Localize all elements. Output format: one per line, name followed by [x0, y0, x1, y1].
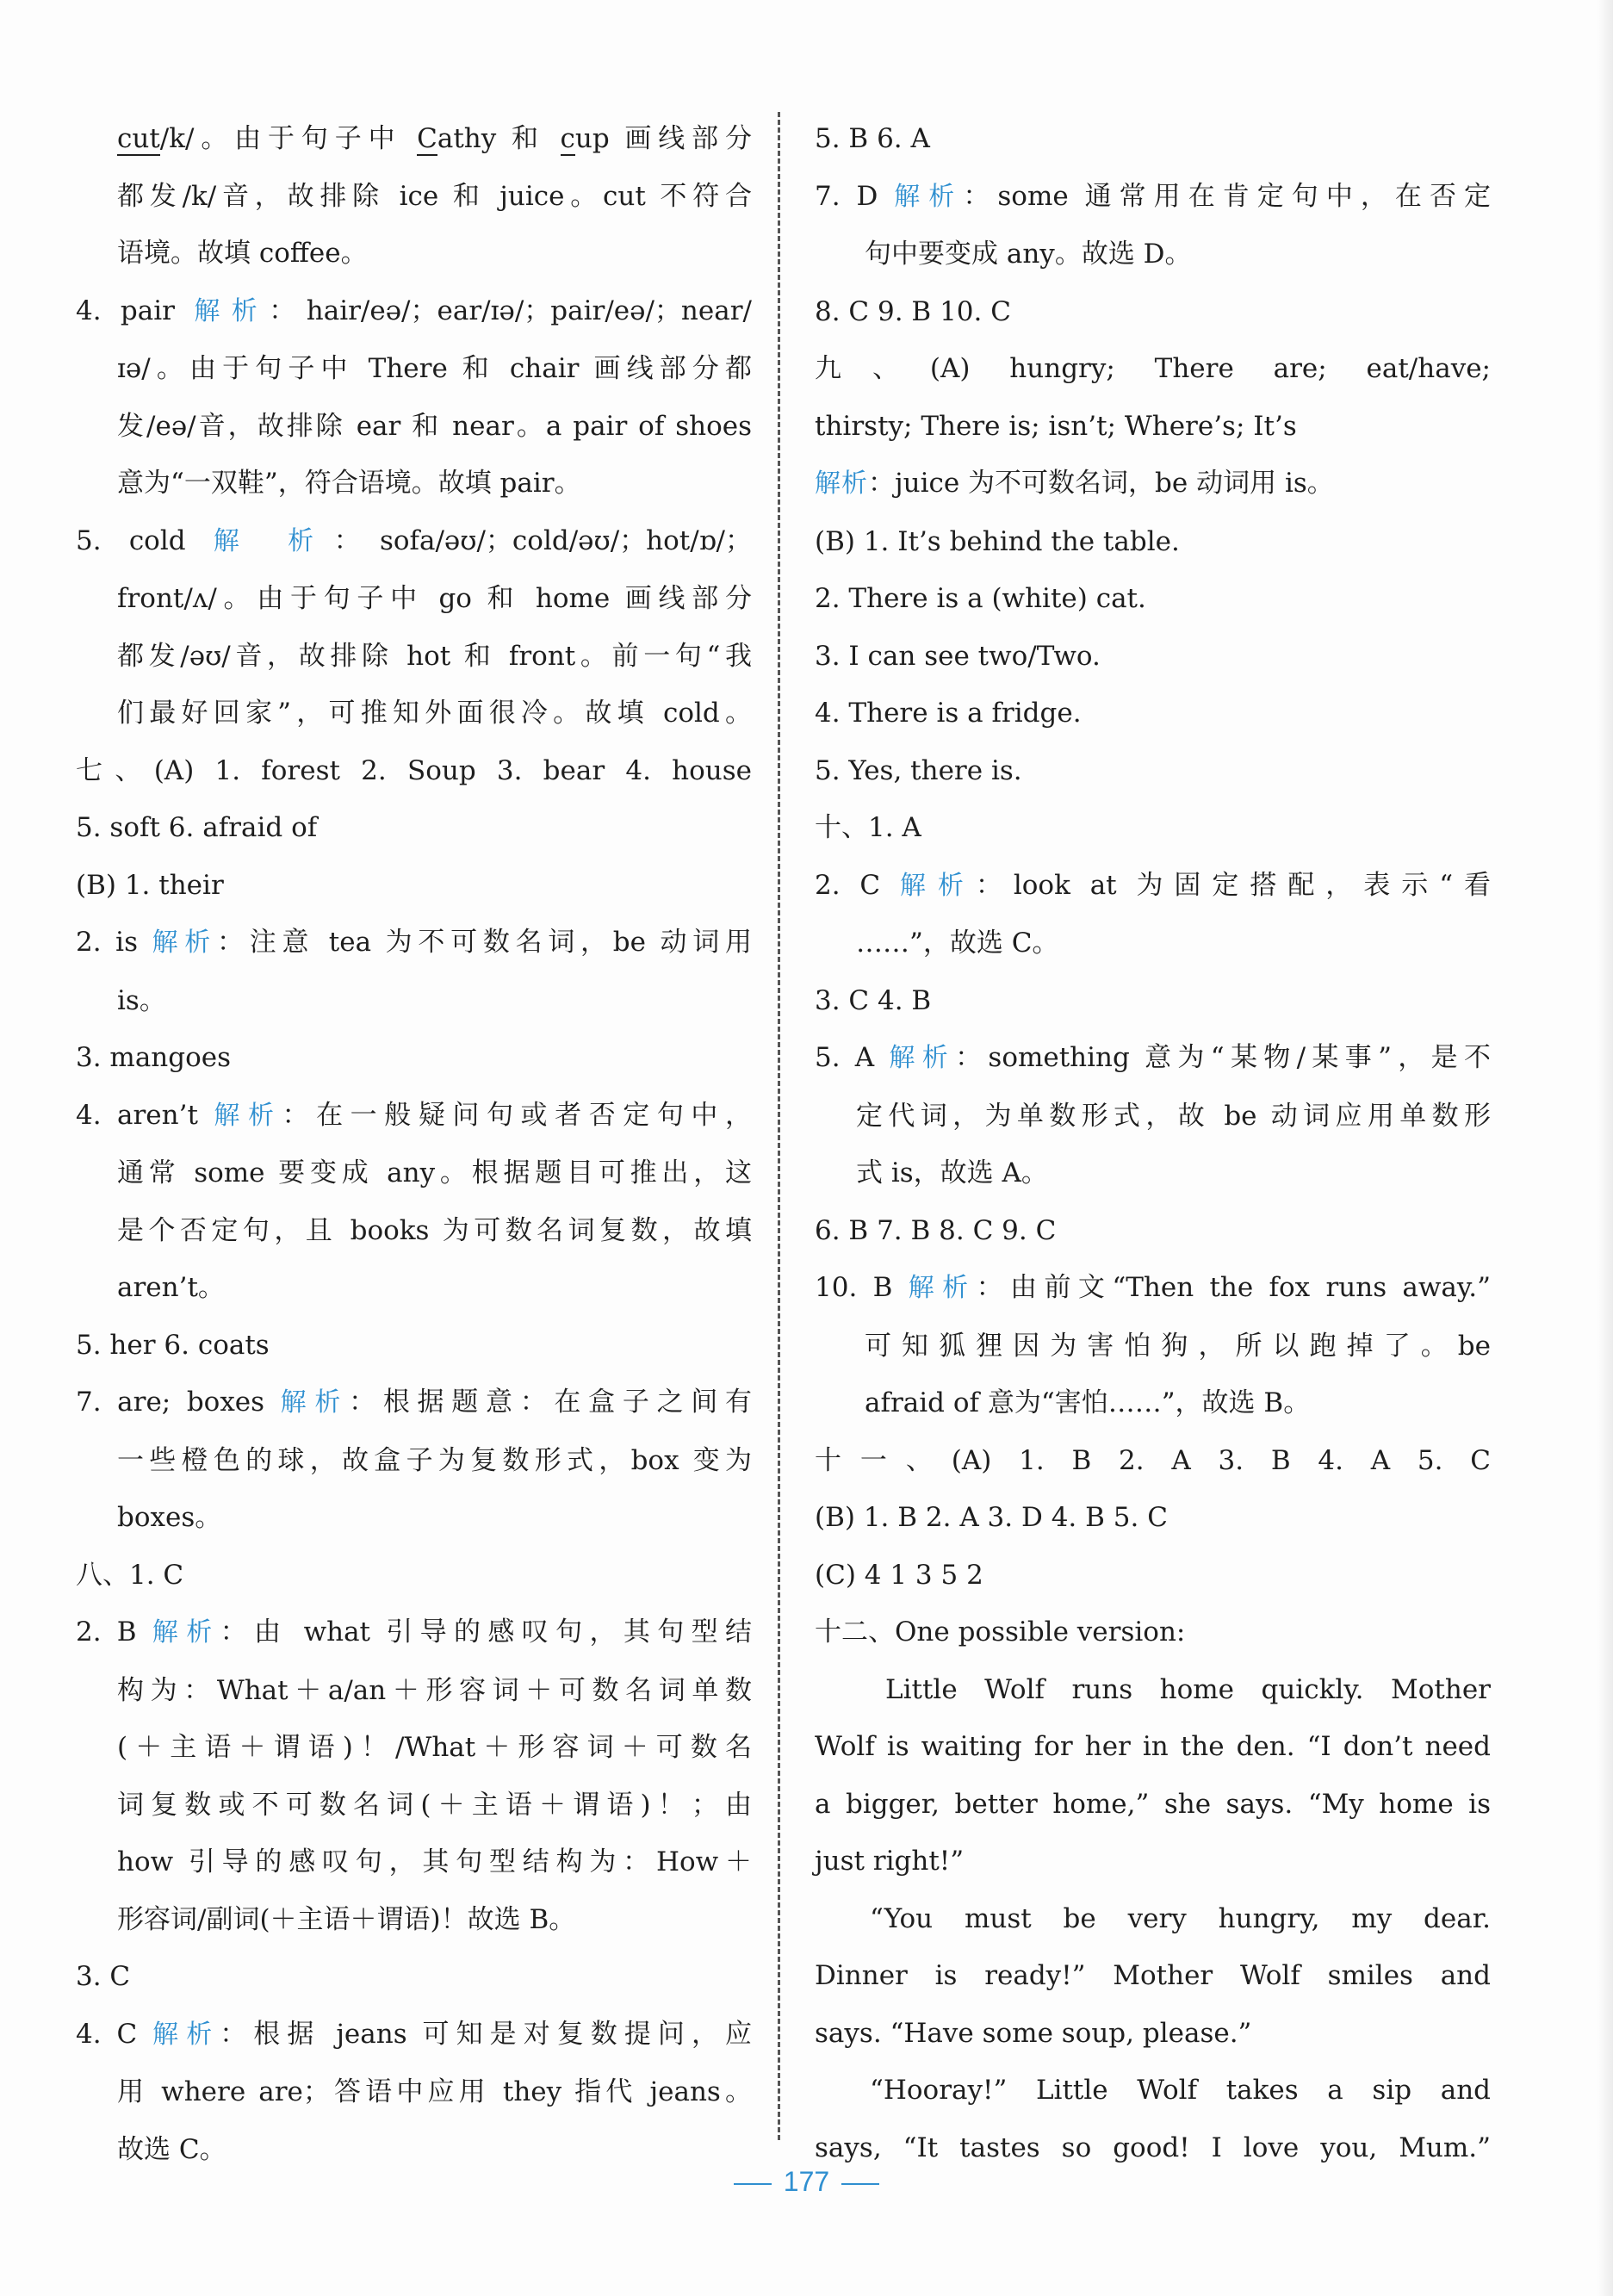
line-text: ：hair/eə/；ear/ɪə/；pair/eə/；near/: [269, 295, 752, 326]
answer-number: 2. C: [815, 869, 881, 901]
line-text: /k/。由于句子中: [159, 123, 418, 154]
answer-line: [76, 1259, 752, 1317]
line-text: thirsty; There is; isn’t; Where’s; It’s: [815, 410, 1297, 442]
answer-number: 2. is: [76, 927, 138, 958]
line-text: 3. I can see two/Two.: [815, 640, 1101, 672]
answer-number: 5. A: [815, 1042, 875, 1073]
line-text: 3. C 4. B: [815, 984, 932, 1016]
answer-line: [815, 972, 1491, 1030]
answer-line: [76, 2063, 752, 2121]
line-text: (C) 4 1 3 5 2: [815, 1559, 983, 1591]
line-text: ：some 通常用在肯定句中，在否定: [963, 180, 1492, 212]
answer-line: [815, 1890, 1491, 1948]
answer-line: [76, 1719, 752, 1777]
line-text: how 引导的感叹句，其句型结构为：How＋: [117, 1846, 752, 1877]
line-text: 十、1. A: [815, 812, 921, 843]
line-text: 句中要变成 any。故选 D。: [865, 239, 1192, 270]
line-text: a bigger, better home,” she says. “My home is: [815, 1788, 1491, 1820]
answer-line: [815, 685, 1491, 742]
answer-line: [815, 799, 1491, 857]
underlined-word: C: [417, 123, 437, 154]
line-text: 八、1. C: [76, 1559, 184, 1591]
line-text: (B) 1. B 2. A 3. D 4. B 5. C: [815, 1502, 1168, 1533]
line-text: 七、(A) 1. forest 2. Soup 3. bear 4. house: [76, 754, 752, 786]
analysis-label: 解 析: [213, 525, 334, 556]
line-text: up 画线部分: [574, 123, 752, 154]
analysis-label: 解析: [280, 1387, 350, 1418]
answer-line: [76, 1432, 752, 1490]
answer-line: [815, 742, 1491, 800]
page-number-footer: [0, 2166, 1613, 2198]
line-text: 5. her 6. coats: [76, 1329, 270, 1361]
answer-line: [76, 1489, 752, 1547]
answer-number: 7. D: [815, 180, 878, 212]
answer-line: [76, 1145, 752, 1202]
line-text: 发/eə/音，故排除 ear 和 near。a pair of shoes: [117, 410, 752, 442]
answer-line: [815, 857, 1491, 915]
answer-line: [815, 110, 1491, 168]
line-text: ɪə/。由于句子中 There 和 chair 画线部分都: [117, 353, 752, 384]
answer-line: [815, 1088, 1491, 1145]
analysis-label: 解析: [908, 1273, 977, 1303]
answer-line: [76, 1777, 752, 1834]
line-text: 4. There is a fridge.: [815, 698, 1082, 729]
answer-number: 7. are; boxes: [76, 1387, 265, 1418]
analysis-label: 解析: [194, 295, 270, 326]
answer-line: [76, 1202, 752, 1260]
answer-line: [76, 225, 752, 282]
line-text: “Hooray!” Little Wolf takes a sip and: [870, 2075, 1491, 2106]
answer-line: [76, 1317, 752, 1374]
answer-line: [815, 1718, 1491, 1776]
underlined-word: c: [560, 123, 575, 154]
answer-line: [815, 1145, 1491, 1202]
answer-line: [76, 110, 752, 168]
answer-number: 4. pair: [76, 295, 175, 326]
line-text: 6. B 7. B 8. C 9. C: [815, 1214, 1057, 1246]
answer-line: [815, 2005, 1491, 2063]
line-text: 定代词，为单数形式，故 be 动词应用单数形: [856, 1100, 1491, 1132]
line-text: 意为“一双鞋”，符合语境。故填 pair。: [117, 468, 581, 499]
answer-number: 10. B: [815, 1272, 893, 1303]
answer-column-right: [815, 110, 1491, 2176]
answer-line: [76, 1087, 752, 1145]
line-text: afraid of 意为“害怕……”，故选 B。: [865, 1387, 1311, 1418]
line-text: Wolf is waiting for her in the den. “I don’t need: [815, 1731, 1491, 1762]
analysis-label: 解析: [152, 928, 218, 958]
answer-line: [815, 1432, 1491, 1490]
answer-number: 4. C: [76, 2018, 138, 2050]
line-text: 构为：What＋a/an＋形容词＋可数名词单数: [117, 1674, 752, 1706]
line-text: 3. mangoes: [76, 1042, 232, 1073]
analysis-label: 解析: [815, 469, 868, 499]
line-text: 通常 some 要变成 any。根据题目可推出，这: [117, 1157, 752, 1188]
line-text: 可知狐狸因为害怕狗，所以跑掉了。be: [865, 1330, 1491, 1362]
line-text: says. “Have some soup, please.”: [815, 2017, 1252, 2049]
answer-line: [76, 914, 752, 972]
line-text: “You must be very hungry, my dear.: [870, 1902, 1491, 1934]
answer-line: [76, 1604, 752, 1662]
analysis-label: 解析: [899, 870, 976, 901]
answer-number: 5. cold: [76, 524, 186, 556]
answer-line: [76, 570, 752, 628]
footer-dash-left: [734, 2183, 772, 2185]
answer-line: [815, 1661, 1491, 1719]
line-text: ：juice 为不可数名词，be 动词用 is。: [868, 468, 1334, 499]
line-text: 是个否定句，且 books 为可数名词复数，故填: [117, 1214, 752, 1246]
answer-line: [815, 1833, 1491, 1890]
line-text: ：由 what 引导的感叹句，其句型结: [220, 1617, 753, 1648]
answer-line: [815, 1029, 1491, 1088]
answer-line: [815, 513, 1491, 571]
line-text: Little Wolf runs home quickly. Mother: [885, 1673, 1491, 1705]
line-text: 十一、(A) 1. B 2. A 3. B 4. A 5. C: [815, 1444, 1491, 1476]
line-text: ：look at 为固定搭配，表示“看: [975, 869, 1492, 901]
analysis-label: 解析: [214, 1100, 282, 1131]
answer-line: [815, 1318, 1491, 1375]
line-text: 3. C: [76, 1961, 131, 1992]
analysis-label: 解析: [152, 2019, 220, 2050]
answer-line: [76, 340, 752, 398]
answer-line: [76, 628, 752, 686]
line-text: (B) 1. It’s behind the table.: [815, 525, 1180, 557]
answer-line: [76, 168, 752, 226]
line-text: ：注意 tea 为不可数名词，be 动词用: [217, 927, 752, 958]
answer-line: [815, 628, 1491, 686]
line-text: 们最好回家”，可推知外面很冷。故填 cold。: [117, 698, 752, 729]
answer-line: [815, 1489, 1491, 1547]
line-text: 5. soft 6. afraid of: [76, 812, 318, 843]
answer-line: [76, 742, 752, 800]
page-edge-shadow: [1597, 0, 1613, 2296]
line-text: ：在一般疑问句或者否定句中，: [282, 1099, 753, 1131]
line-text: (B) 1. their: [76, 869, 224, 901]
analysis-label: 解析: [889, 1043, 956, 1073]
answer-line: [815, 1259, 1491, 1318]
answer-line: [815, 283, 1491, 341]
line-text: 8. C 9. B 10. C: [815, 295, 1011, 327]
answer-line: [815, 1776, 1491, 1834]
answer-line: [815, 1202, 1491, 1260]
answer-line: [76, 1374, 752, 1432]
footer-dash-right: [841, 2183, 879, 2185]
answer-line: [815, 168, 1491, 226]
line-text: athy 和: [437, 123, 561, 154]
answer-line: [815, 1374, 1491, 1432]
answer-number: 4. aren’t: [76, 1099, 198, 1131]
line-text: aren’t。: [117, 1272, 225, 1303]
answer-line: [76, 685, 752, 742]
answer-line: [76, 2006, 752, 2064]
line-text: 一些橙色的球，故盒子为复数形式，box 变为: [117, 1444, 752, 1476]
line-text: ：something 意为“某物/某事”，是不: [955, 1042, 1491, 1073]
line-text: ……”，故选 C。: [856, 928, 1059, 959]
answer-line: [76, 1891, 752, 1949]
line-text: 都发/əʊ/音，故排除 hot 和 front。前一句“我: [117, 640, 752, 672]
answer-line: [815, 570, 1491, 628]
column-divider: [778, 112, 780, 2140]
answer-line: [815, 226, 1491, 283]
answer-line: [815, 1947, 1491, 2005]
answer-line: [76, 857, 752, 915]
line-text: 故选 C。: [117, 2133, 226, 2165]
answer-line: [76, 1834, 752, 1891]
line-text: 都发/k/音，故排除 ice 和 juice。cut 不符合: [117, 180, 752, 212]
page-number: 177: [783, 2166, 830, 2197]
answer-line: [815, 2062, 1491, 2119]
line-text: 5. Yes, there is.: [815, 754, 1022, 786]
line-text: front/ʌ/。由于句子中 go 和 home 画线部分: [117, 583, 752, 614]
analysis-label: 解析: [152, 1617, 220, 1648]
line-text: 2. There is a (white) cat.: [815, 583, 1146, 614]
answer-line: [76, 1029, 752, 1087]
line-text: 5. B 6. A: [815, 123, 930, 154]
answer-line: [815, 455, 1491, 513]
answer-column-left: [76, 110, 752, 2178]
line-text: 语境。故填 coffee。: [117, 238, 368, 269]
line-text: ：sofa/əʊ/；cold/əʊ/；hot/ɒ/；: [333, 524, 752, 556]
answer-line: [815, 398, 1491, 456]
line-text: boxes。: [117, 1502, 222, 1533]
line-text: 九、(A) hungry; There are; eat/have;: [815, 353, 1491, 384]
answer-line: [815, 1547, 1491, 1604]
answer-line: [76, 972, 752, 1030]
answer-line: [76, 455, 752, 512]
analysis-label: 解析: [894, 181, 964, 212]
answer-line: [815, 915, 1491, 972]
line-text: is。: [117, 984, 166, 1016]
line-text: ：由前文“Then the fox runs away.”: [976, 1272, 1492, 1303]
line-text: just right!”: [815, 1846, 965, 1877]
line-text: 十二、One possible version:: [815, 1617, 1186, 1648]
line-text: ：根据题意：在盒子之间有: [349, 1387, 753, 1418]
line-text: Dinner is ready!” Mother Wolf smiles and: [815, 1960, 1491, 1991]
answer-line: [76, 512, 752, 571]
line-text: 形容词/副词(＋主语＋谓语)！故选 B。: [117, 1903, 576, 1935]
answer-line: [815, 1604, 1491, 1661]
line-text: (＋主语＋谓语)！/What＋形容词＋可数名: [117, 1732, 752, 1763]
answer-line: [76, 1547, 752, 1604]
line-text: 用 where are；答语中应用 they 指代 jeans。: [117, 2076, 752, 2107]
line-text: 式 is，故选 A。: [856, 1157, 1048, 1188]
answer-line: [76, 1662, 752, 1720]
answer-line: [815, 340, 1491, 398]
answer-line: [76, 1948, 752, 2006]
line-text: says, “It tastes so good! I love you, Mum.”: [815, 2132, 1491, 2163]
line-text: ：根据 jeans 可知是对复数提问，应: [220, 2018, 753, 2050]
line-text: 词复数或不可数名词(＋主语＋谓语)！；由: [117, 1789, 752, 1821]
answer-line: [76, 799, 752, 857]
answer-number: 2. B: [76, 1617, 137, 1648]
answer-line: [76, 398, 752, 456]
underlined-word: cut: [117, 123, 160, 154]
answer-line: [76, 282, 752, 341]
